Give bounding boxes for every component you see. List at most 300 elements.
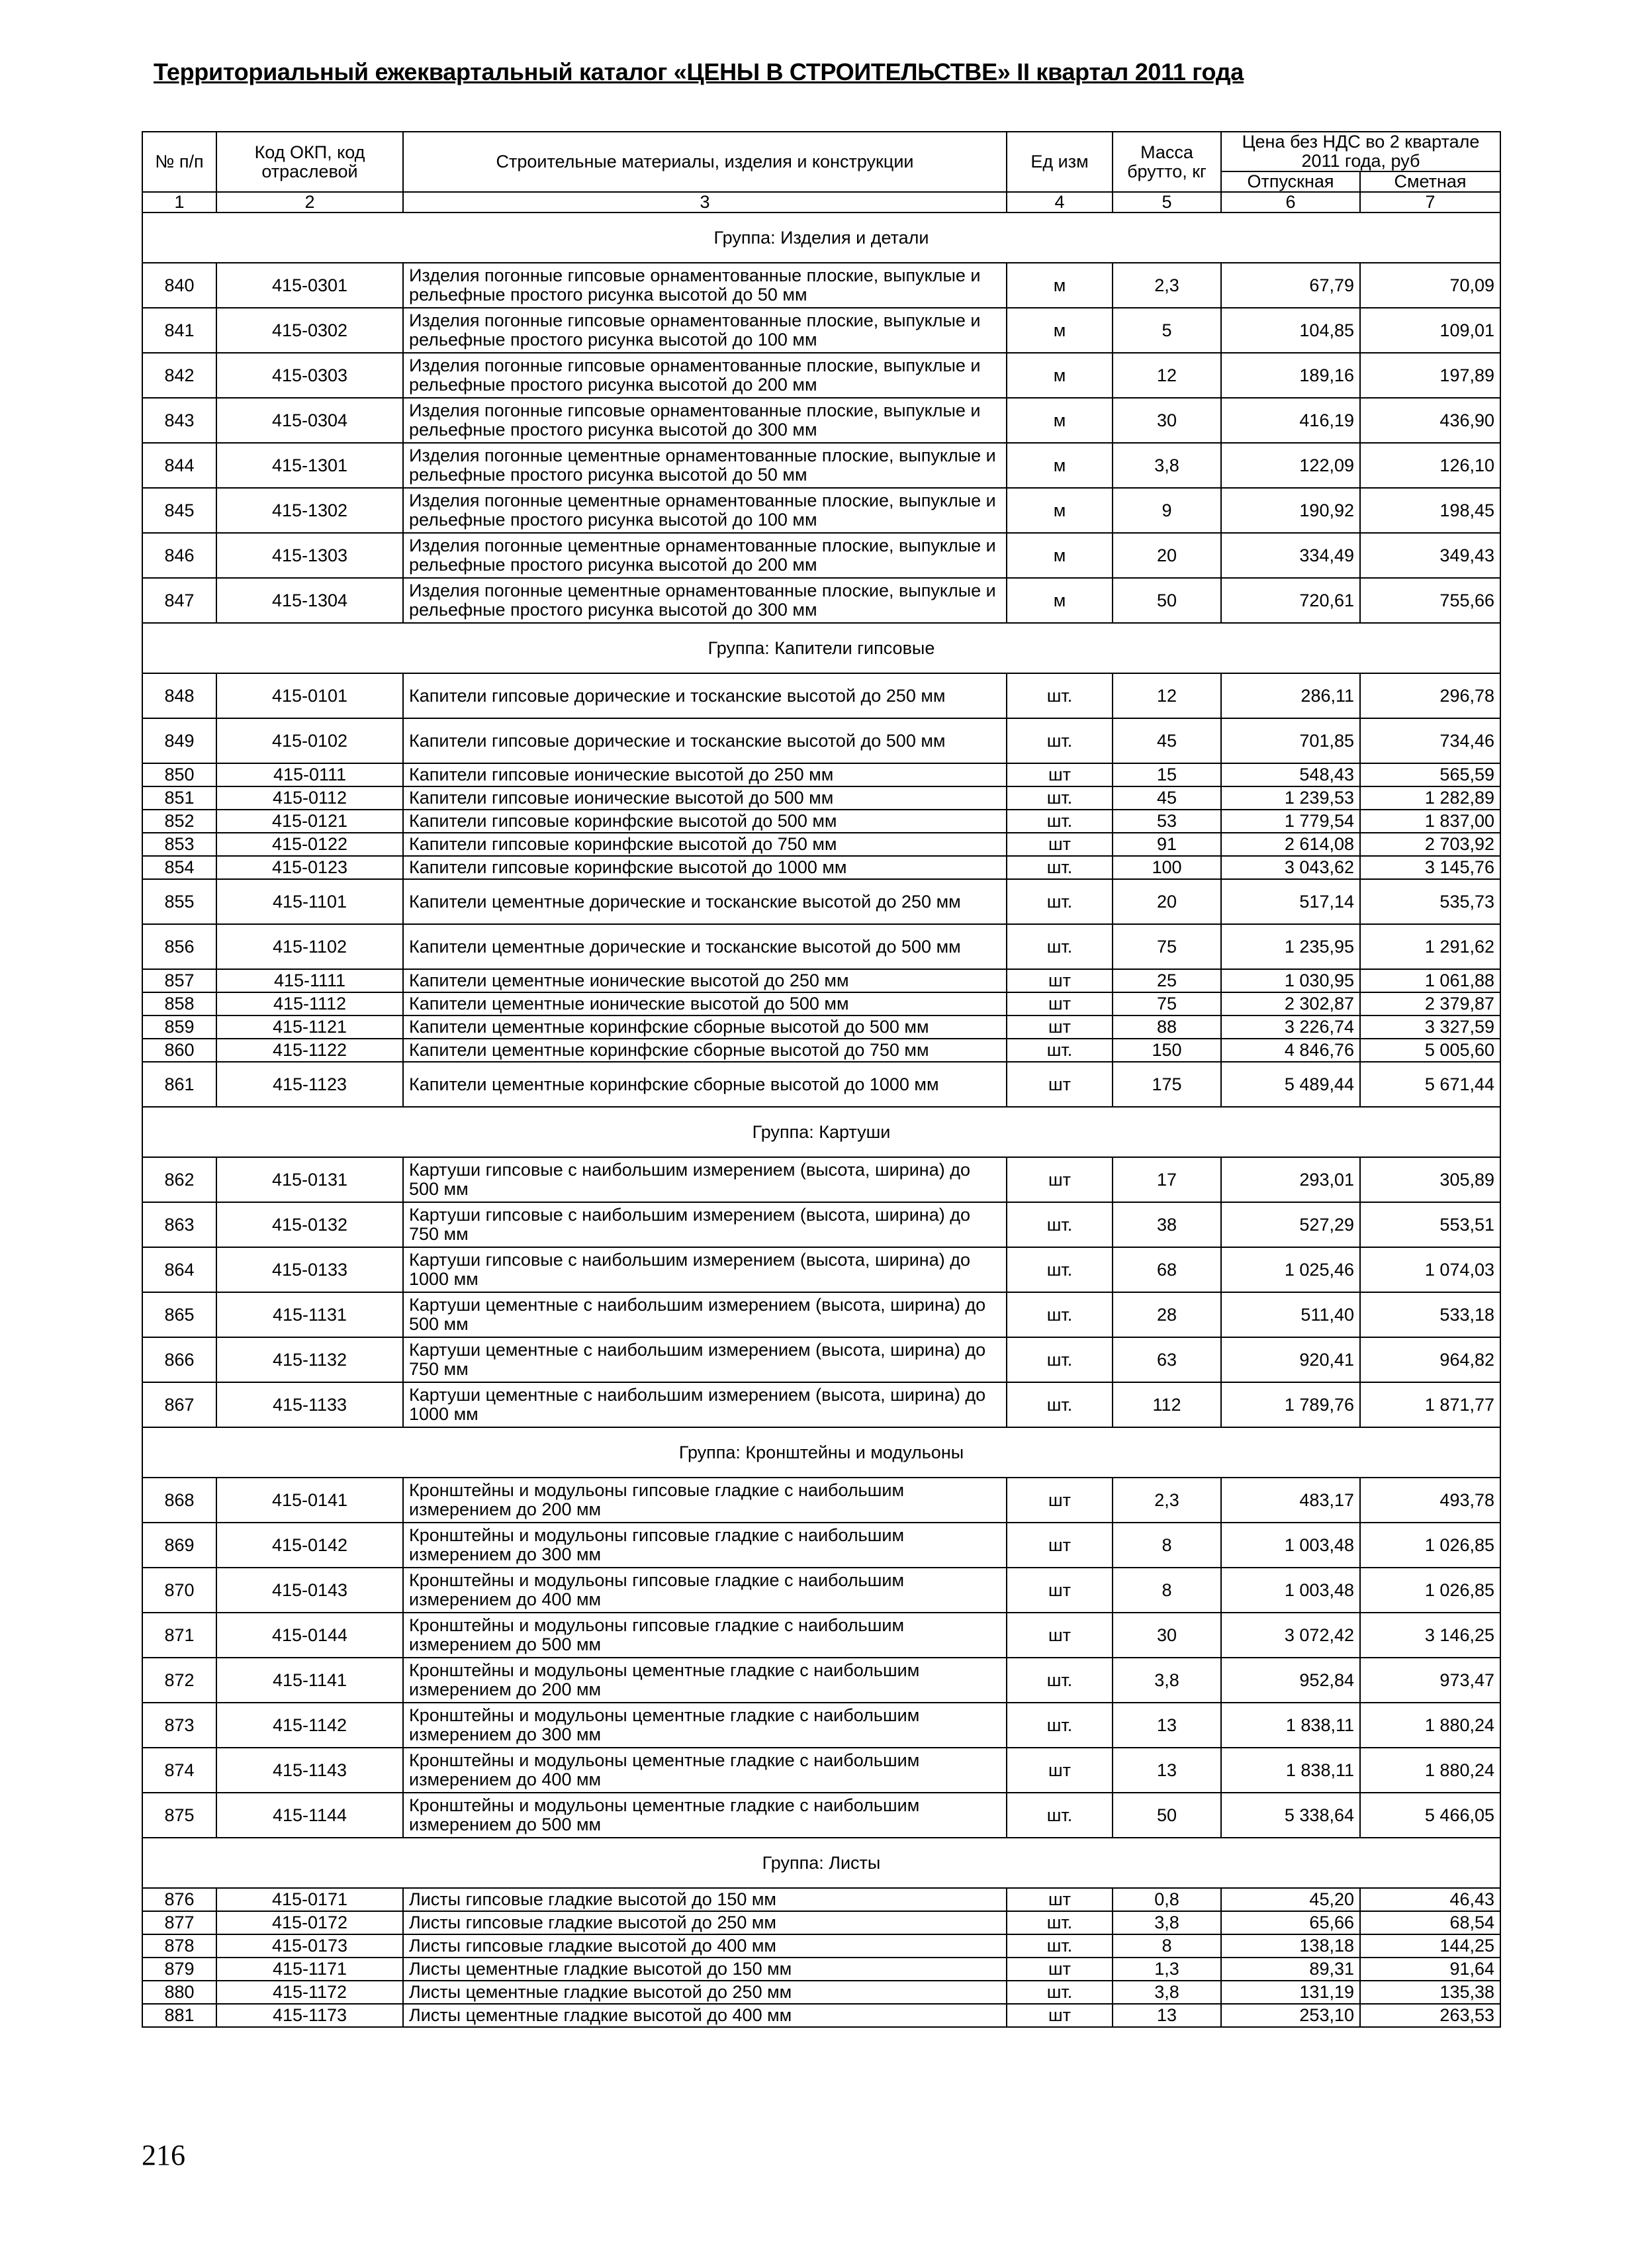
row-code: 415-0144	[216, 1613, 403, 1658]
table-row	[142, 924, 1500, 969]
table-row	[142, 1934, 1500, 1958]
row-number: 870	[142, 1568, 216, 1613]
row-number: 874	[142, 1748, 216, 1793]
row-price-estimate: 109,01	[1360, 308, 1500, 353]
row-price-release: 720,61	[1221, 578, 1360, 623]
row-price-release: 4 846,76	[1221, 1039, 1360, 1062]
row-price-release: 2 614,08	[1221, 833, 1360, 856]
row-code: 415-1122	[216, 1039, 403, 1062]
row-price-release: 189,16	[1221, 353, 1360, 398]
row-code: 415-0131	[216, 1157, 403, 1202]
group-row	[142, 213, 1500, 263]
row-number: 878	[142, 1934, 216, 1958]
row-price-estimate: 1 026,85	[1360, 1523, 1500, 1568]
row-code: 415-0301	[216, 263, 403, 308]
row-number: 865	[142, 1292, 216, 1337]
row-mass: 50	[1113, 578, 1221, 623]
row-name: Кронштейны и модульоны цементные гладкие с наибольшим измерением до 300 мм	[403, 1703, 1007, 1748]
row-price-release: 511,40	[1221, 1292, 1360, 1337]
row-code: 415-0143	[216, 1568, 403, 1613]
row-mass: 8	[1113, 1568, 1221, 1613]
row-name: Капители гипсовые ионические высотой до 500 мм	[403, 786, 1007, 810]
row-price-estimate: 973,47	[1360, 1658, 1500, 1703]
table-row	[142, 1793, 1500, 1838]
row-price-release: 3 072,42	[1221, 1613, 1360, 1658]
row-unit: м	[1007, 488, 1113, 533]
table-row	[142, 1958, 1500, 1981]
column-number: 5	[1113, 192, 1221, 213]
row-unit: шт.	[1007, 1337, 1113, 1382]
row-unit: шт	[1007, 969, 1113, 992]
row-name: Капители цементные коринфские сборные высотой до 750 мм	[403, 1039, 1007, 1062]
row-mass: 8	[1113, 1934, 1221, 1958]
table-row	[142, 1382, 1500, 1427]
table-row	[142, 1703, 1500, 1748]
row-unit: шт.	[1007, 1934, 1113, 1958]
row-code: 415-1121	[216, 1016, 403, 1039]
row-number: 854	[142, 856, 216, 879]
row-mass: 75	[1113, 924, 1221, 969]
row-unit: шт	[1007, 1958, 1113, 1981]
row-code: 415-1143	[216, 1748, 403, 1793]
row-unit: м	[1007, 263, 1113, 308]
row-name: Картуши цементные с наибольшим измерением (высота, ширина) до 750 мм	[403, 1337, 1007, 1382]
row-price-release: 45,20	[1221, 1888, 1360, 1911]
row-number: 857	[142, 969, 216, 992]
row-price-release: 701,85	[1221, 718, 1360, 763]
row-price-estimate: 349,43	[1360, 533, 1500, 578]
group-title: Группа: Изделия и детали	[142, 213, 1500, 263]
row-name: Листы цементные гладкие высотой до 250 мм	[403, 1981, 1007, 2004]
row-name: Кронштейны и модульоны цементные гладкие с наибольшим измерением до 400 мм	[403, 1748, 1007, 1793]
row-code: 415-1132	[216, 1337, 403, 1382]
row-price-estimate: 1 837,00	[1360, 810, 1500, 833]
row-price-release: 253,10	[1221, 2004, 1360, 2027]
row-unit: шт.	[1007, 1981, 1113, 2004]
row-number: 850	[142, 763, 216, 786]
row-name: Капители цементные дорические и тосканские высотой до 500 мм	[403, 924, 1007, 969]
row-code: 415-0304	[216, 398, 403, 443]
row-unit: шт	[1007, 1478, 1113, 1523]
row-unit: шт	[1007, 2004, 1113, 2027]
table-row	[142, 856, 1500, 879]
row-name: Листы гипсовые гладкие высотой до 150 мм	[403, 1888, 1007, 1911]
row-price-estimate: 198,45	[1360, 488, 1500, 533]
row-code: 415-0302	[216, 308, 403, 353]
row-price-estimate: 2 703,92	[1360, 833, 1500, 856]
row-price-release: 138,18	[1221, 1934, 1360, 1958]
table-row	[142, 1911, 1500, 1934]
row-mass: 150	[1113, 1039, 1221, 1062]
row-price-estimate: 2 379,87	[1360, 992, 1500, 1016]
table-row	[142, 786, 1500, 810]
row-name: Капители гипсовые дорические и тосканские высотой до 250 мм	[403, 673, 1007, 718]
row-unit: шт.	[1007, 1202, 1113, 1247]
row-mass: 12	[1113, 353, 1221, 398]
row-code: 415-1303	[216, 533, 403, 578]
row-mass: 20	[1113, 533, 1221, 578]
row-price-estimate: 1 880,24	[1360, 1748, 1500, 1793]
row-code: 415-0111	[216, 763, 403, 786]
row-unit: шт.	[1007, 1292, 1113, 1337]
row-unit: м	[1007, 578, 1113, 623]
row-mass: 50	[1113, 1793, 1221, 1838]
row-code: 415-0133	[216, 1247, 403, 1292]
table-row	[142, 833, 1500, 856]
group-row	[142, 1427, 1500, 1478]
row-code: 415-1173	[216, 2004, 403, 2027]
row-number: 852	[142, 810, 216, 833]
row-name: Капители цементные ионические высотой до 250 мм	[403, 969, 1007, 992]
row-price-estimate: 436,90	[1360, 398, 1500, 443]
column-number-row	[142, 192, 1500, 213]
row-number: 867	[142, 1382, 216, 1427]
row-code: 415-0171	[216, 1888, 403, 1911]
row-unit: шт.	[1007, 1382, 1113, 1427]
row-price-release: 104,85	[1221, 308, 1360, 353]
table-row	[142, 992, 1500, 1016]
row-name: Кронштейны и модульоны гипсовые гладкие с наибольшим измерением до 300 мм	[403, 1523, 1007, 1568]
row-name: Изделия погонные гипсовые орнаментованные плоские, выпуклые и рельефные простого рисунка высотой до 300 мм	[403, 398, 1007, 443]
row-price-estimate: 305,89	[1360, 1157, 1500, 1202]
row-price-estimate: 755,66	[1360, 578, 1500, 623]
row-price-release: 920,41	[1221, 1337, 1360, 1382]
row-code: 415-1141	[216, 1658, 403, 1703]
row-number: 879	[142, 1958, 216, 1981]
table-row	[142, 1888, 1500, 1911]
page-number: 216	[142, 2139, 185, 2171]
row-price-release: 1 838,11	[1221, 1748, 1360, 1793]
row-mass: 175	[1113, 1062, 1221, 1107]
row-code: 415-0303	[216, 353, 403, 398]
row-code: 415-0132	[216, 1202, 403, 1247]
row-mass: 2,3	[1113, 263, 1221, 308]
table-row	[142, 879, 1500, 924]
row-unit: шт	[1007, 1888, 1113, 1911]
row-name: Изделия погонные цементные орнаментованные плоские, выпуклые и рельефные простого рисунка высотой до 300 мм	[403, 578, 1007, 623]
row-price-estimate: 91,64	[1360, 1958, 1500, 1981]
col-num-header: № п/п	[142, 132, 216, 192]
column-number: 7	[1360, 192, 1500, 213]
row-code: 415-0102	[216, 718, 403, 763]
row-name: Картуши гипсовые с наибольшим измерением (высота, ширина) до 500 мм	[403, 1157, 1007, 1202]
table-row	[142, 1039, 1500, 1062]
row-number: 881	[142, 2004, 216, 2027]
row-mass: 63	[1113, 1337, 1221, 1382]
table-row	[142, 1748, 1500, 1793]
table-row	[142, 1202, 1500, 1247]
col-estimate-header: Сметная	[1360, 171, 1500, 192]
table-row	[142, 1981, 1500, 2004]
row-unit: шт	[1007, 1016, 1113, 1039]
table-row	[142, 353, 1500, 398]
row-name: Изделия погонные гипсовые орнаментованные плоские, выпуклые и рельефные простого рисунка высотой до 200 мм	[403, 353, 1007, 398]
row-price-estimate: 964,82	[1360, 1337, 1500, 1382]
row-number: 864	[142, 1247, 216, 1292]
row-price-release: 1 025,46	[1221, 1247, 1360, 1292]
row-name: Изделия погонные цементные орнаментованные плоские, выпуклые и рельефные простого рисунка высотой до 50 мм	[403, 443, 1007, 488]
row-mass: 30	[1113, 1613, 1221, 1658]
row-price-estimate: 1 061,88	[1360, 969, 1500, 992]
row-number: 866	[142, 1337, 216, 1382]
row-price-release: 1 239,53	[1221, 786, 1360, 810]
row-price-estimate: 70,09	[1360, 263, 1500, 308]
row-number: 862	[142, 1157, 216, 1202]
table-row	[142, 2004, 1500, 2027]
row-name: Изделия погонные цементные орнаментованные плоские, выпуклые и рельефные простого рисунка высотой до 200 мм	[403, 533, 1007, 578]
row-number: 880	[142, 1981, 216, 2004]
column-number: 3	[403, 192, 1007, 213]
row-unit: шт.	[1007, 810, 1113, 833]
row-code: 415-1133	[216, 1382, 403, 1427]
row-price-release: 1 003,48	[1221, 1523, 1360, 1568]
row-price-release: 5 338,64	[1221, 1793, 1360, 1838]
row-mass: 68	[1113, 1247, 1221, 1292]
row-unit: шт.	[1007, 1658, 1113, 1703]
row-price-estimate: 3 146,25	[1360, 1613, 1500, 1658]
row-number: 868	[142, 1478, 216, 1523]
table-row	[142, 1016, 1500, 1039]
row-code: 415-0112	[216, 786, 403, 810]
row-name: Картуши цементные с наибольшим измерением (высота, ширина) до 500 мм	[403, 1292, 1007, 1337]
row-price-estimate: 197,89	[1360, 353, 1500, 398]
col-name-header: Строительные материалы, изделия и конструкции	[403, 132, 1007, 192]
row-number: 858	[142, 992, 216, 1016]
row-price-release: 1 789,76	[1221, 1382, 1360, 1427]
row-price-estimate: 263,53	[1360, 2004, 1500, 2027]
row-number: 859	[142, 1016, 216, 1039]
row-price-release: 1 838,11	[1221, 1703, 1360, 1748]
row-code: 415-1101	[216, 879, 403, 924]
row-code: 415-1144	[216, 1793, 403, 1838]
row-unit: шт.	[1007, 879, 1113, 924]
row-mass: 15	[1113, 763, 1221, 786]
row-name: Кронштейны и модульоны цементные гладкие с наибольшим измерением до 500 мм	[403, 1793, 1007, 1838]
row-price-release: 3 043,62	[1221, 856, 1360, 879]
row-price-release: 1 779,54	[1221, 810, 1360, 833]
price-table	[142, 131, 1501, 2028]
table-row	[142, 1157, 1500, 1202]
row-number: 871	[142, 1613, 216, 1658]
table-row	[142, 969, 1500, 992]
row-code: 415-1123	[216, 1062, 403, 1107]
row-number: 845	[142, 488, 216, 533]
row-name: Капители гипсовые коринфские высотой до 500 мм	[403, 810, 1007, 833]
col-code-header: Код ОКП, код отраслевой	[216, 132, 403, 192]
group-row	[142, 1107, 1500, 1157]
table-row	[142, 488, 1500, 533]
row-code: 415-1304	[216, 578, 403, 623]
row-price-release: 416,19	[1221, 398, 1360, 443]
row-unit: м	[1007, 398, 1113, 443]
row-code: 415-1301	[216, 443, 403, 488]
row-mass: 2,3	[1113, 1478, 1221, 1523]
row-mass: 38	[1113, 1202, 1221, 1247]
group-title: Группа: Листы	[142, 1838, 1500, 1888]
row-name: Капители цементные ионические высотой до 500 мм	[403, 992, 1007, 1016]
row-name: Изделия погонные гипсовые орнаментованные плоские, выпуклые и рельефные простого рисунка высотой до 100 мм	[403, 308, 1007, 353]
table-row	[142, 1247, 1500, 1292]
table-body	[142, 213, 1500, 2027]
row-unit: шт	[1007, 833, 1113, 856]
group-row	[142, 623, 1500, 673]
row-number: 873	[142, 1703, 216, 1748]
row-code: 415-1142	[216, 1703, 403, 1748]
col-release-header: Отпускная	[1221, 171, 1360, 192]
group-row	[142, 1838, 1500, 1888]
row-price-release: 190,92	[1221, 488, 1360, 533]
row-price-estimate: 126,10	[1360, 443, 1500, 488]
row-name: Капители цементные коринфские сборные высотой до 500 мм	[403, 1016, 1007, 1039]
row-price-estimate: 3 145,76	[1360, 856, 1500, 879]
row-code: 415-0121	[216, 810, 403, 833]
table-row	[142, 1658, 1500, 1703]
row-mass: 53	[1113, 810, 1221, 833]
row-price-estimate: 46,43	[1360, 1888, 1500, 1911]
row-unit: шт	[1007, 1568, 1113, 1613]
row-code: 415-0101	[216, 673, 403, 718]
col-mass-header: Масса брутто, кг	[1113, 132, 1221, 192]
row-price-estimate: 5 466,05	[1360, 1793, 1500, 1838]
table-row	[142, 1337, 1500, 1382]
row-number: 863	[142, 1202, 216, 1247]
row-mass: 3,8	[1113, 1981, 1221, 2004]
col-unit-header: Ед изм	[1007, 132, 1113, 192]
column-number: 1	[142, 192, 216, 213]
row-unit: шт.	[1007, 1039, 1113, 1062]
row-unit: шт	[1007, 1157, 1113, 1202]
row-code: 415-1102	[216, 924, 403, 969]
row-name: Кронштейны и модульоны цементные гладкие с наибольшим измерением до 200 мм	[403, 1658, 1007, 1703]
table-row	[142, 1292, 1500, 1337]
row-number: 842	[142, 353, 216, 398]
row-name: Кронштейны и модульоны гипсовые гладкие с наибольшим измерением до 400 мм	[403, 1568, 1007, 1613]
row-code: 415-1302	[216, 488, 403, 533]
row-number: 872	[142, 1658, 216, 1703]
table-row	[142, 1613, 1500, 1658]
row-unit: м	[1007, 443, 1113, 488]
table-row	[142, 533, 1500, 578]
group-title: Группа: Картуши	[142, 1107, 1500, 1157]
row-mass: 45	[1113, 786, 1221, 810]
row-unit: шт.	[1007, 786, 1113, 810]
row-unit: шт	[1007, 992, 1113, 1016]
row-price-estimate: 68,54	[1360, 1911, 1500, 1934]
row-mass: 75	[1113, 992, 1221, 1016]
row-name: Капители гипсовые коринфские высотой до 750 мм	[403, 833, 1007, 856]
row-mass: 13	[1113, 1703, 1221, 1748]
row-name: Кронштейны и модульоны гипсовые гладкие с наибольшим измерением до 500 мм	[403, 1613, 1007, 1658]
row-number: 869	[142, 1523, 216, 1568]
row-number: 877	[142, 1911, 216, 1934]
row-number: 875	[142, 1793, 216, 1838]
row-number: 853	[142, 833, 216, 856]
row-price-release: 1 030,95	[1221, 969, 1360, 992]
table-row	[142, 443, 1500, 488]
row-code: 415-0172	[216, 1911, 403, 1934]
row-mass: 28	[1113, 1292, 1221, 1337]
row-mass: 17	[1113, 1157, 1221, 1202]
row-price-estimate: 1 026,85	[1360, 1568, 1500, 1613]
row-name: Капители гипсовые дорические и тосканские высотой до 500 мм	[403, 718, 1007, 763]
table-row	[142, 263, 1500, 308]
row-price-release: 1 003,48	[1221, 1568, 1360, 1613]
row-price-release: 5 489,44	[1221, 1062, 1360, 1107]
row-price-release: 89,31	[1221, 1958, 1360, 1981]
row-price-release: 527,29	[1221, 1202, 1360, 1247]
row-price-estimate: 493,78	[1360, 1478, 1500, 1523]
row-name: Капители гипсовые коринфские высотой до 1000 мм	[403, 856, 1007, 879]
row-name: Капители цементные коринфские сборные высотой до 1000 мм	[403, 1062, 1007, 1107]
table-row	[142, 673, 1500, 718]
column-number: 2	[216, 192, 403, 213]
row-unit: м	[1007, 533, 1113, 578]
row-name: Изделия погонные цементные орнаментованные плоские, выпуклые и рельефные простого рисунка высотой до 100 мм	[403, 488, 1007, 533]
row-price-estimate: 1 291,62	[1360, 924, 1500, 969]
table-row	[142, 578, 1500, 623]
row-mass: 25	[1113, 969, 1221, 992]
row-mass: 88	[1113, 1016, 1221, 1039]
row-number: 855	[142, 879, 216, 924]
row-code: 415-1172	[216, 1981, 403, 2004]
row-number: 843	[142, 398, 216, 443]
row-price-estimate: 3 327,59	[1360, 1016, 1500, 1039]
row-price-estimate: 1 074,03	[1360, 1247, 1500, 1292]
row-price-estimate: 5 671,44	[1360, 1062, 1500, 1107]
row-unit: шт.	[1007, 1793, 1113, 1838]
row-unit: м	[1007, 308, 1113, 353]
row-code: 415-0173	[216, 1934, 403, 1958]
row-name: Листы гипсовые гладкие высотой до 400 мм	[403, 1934, 1007, 1958]
row-mass: 1,3	[1113, 1958, 1221, 1981]
column-number: 4	[1007, 192, 1113, 213]
row-number: 851	[142, 786, 216, 810]
row-number: 876	[142, 1888, 216, 1911]
row-number: 856	[142, 924, 216, 969]
row-number: 846	[142, 533, 216, 578]
row-name: Листы цементные гладкие высотой до 400 мм	[403, 2004, 1007, 2027]
row-price-release: 952,84	[1221, 1658, 1360, 1703]
row-mass: 9	[1113, 488, 1221, 533]
row-unit: шт	[1007, 1748, 1113, 1793]
row-mass: 91	[1113, 833, 1221, 856]
row-price-estimate: 1 880,24	[1360, 1703, 1500, 1748]
row-unit: шт.	[1007, 1247, 1113, 1292]
row-price-estimate: 135,38	[1360, 1981, 1500, 2004]
row-unit: шт	[1007, 1523, 1113, 1568]
row-number: 848	[142, 673, 216, 718]
row-number: 844	[142, 443, 216, 488]
row-price-release: 67,79	[1221, 263, 1360, 308]
row-mass: 13	[1113, 2004, 1221, 2027]
row-price-release: 122,09	[1221, 443, 1360, 488]
row-code: 415-1171	[216, 1958, 403, 1981]
row-mass: 13	[1113, 1748, 1221, 1793]
table-row	[142, 1062, 1500, 1107]
row-price-estimate: 1 871,77	[1360, 1382, 1500, 1427]
row-number: 840	[142, 263, 216, 308]
group-title: Группа: Капители гипсовые	[142, 623, 1500, 673]
row-unit: шт	[1007, 1062, 1113, 1107]
row-price-estimate: 144,25	[1360, 1934, 1500, 1958]
table-row	[142, 1478, 1500, 1523]
table-row	[142, 763, 1500, 786]
row-price-estimate: 565,59	[1360, 763, 1500, 786]
row-unit: шт.	[1007, 1703, 1113, 1748]
row-mass: 12	[1113, 673, 1221, 718]
row-mass: 3,8	[1113, 443, 1221, 488]
row-price-estimate: 734,46	[1360, 718, 1500, 763]
